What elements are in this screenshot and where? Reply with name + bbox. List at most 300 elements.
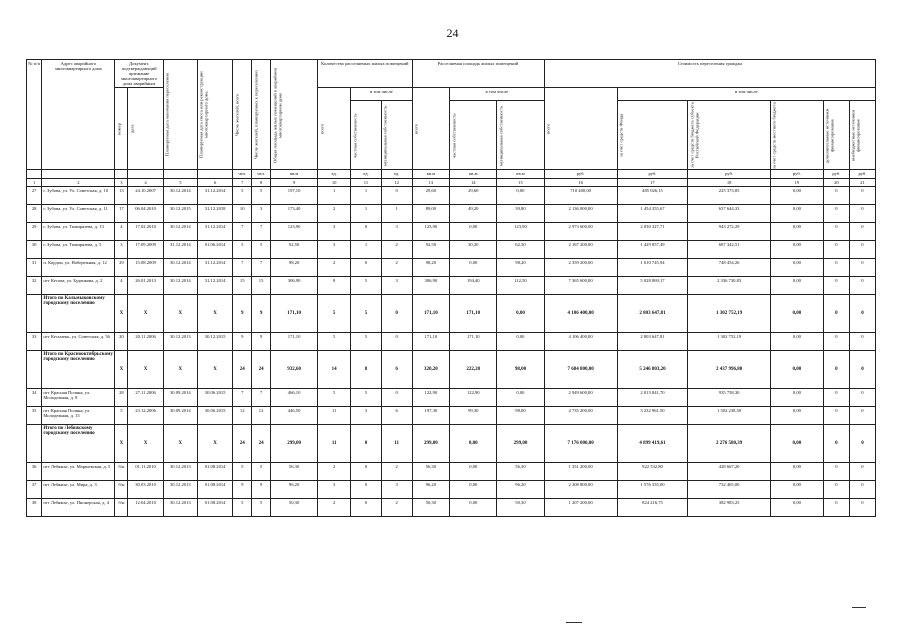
table-cell: 26.01.2013 xyxy=(128,277,163,295)
table-cell: 4 735 200,00 xyxy=(544,407,617,425)
h-doc-num: номер xyxy=(115,88,128,170)
table-cell: 2 xyxy=(381,463,412,481)
table-cell: 92,50 xyxy=(271,241,318,259)
table-cell: 0 xyxy=(823,407,849,425)
table-cell: 3 xyxy=(252,205,271,223)
table-cell: 2 xyxy=(318,205,351,223)
unit-cell: руб. xyxy=(849,170,875,179)
table-cell: 0 xyxy=(823,481,849,499)
table-cell: 306,90 xyxy=(412,277,450,295)
table-cell: 56,30 xyxy=(271,463,318,481)
table-cell: 0 xyxy=(381,295,412,333)
page-number: 24 xyxy=(446,26,459,40)
table-cell: 12.04.2010 xyxy=(128,499,163,517)
table-cell: X xyxy=(163,351,197,389)
table-cell: 29 xyxy=(115,259,128,277)
table-cell: 3 xyxy=(351,407,382,425)
table-cell: 0 xyxy=(823,259,849,277)
column-number-cell: 15 xyxy=(497,179,544,187)
table-cell: 30.12.2014 xyxy=(163,187,197,205)
table-cell: 123,90 xyxy=(497,223,544,241)
column-number-cell: 1 xyxy=(27,179,42,187)
table-cell: 197,10 xyxy=(271,187,318,205)
table-cell: 36 xyxy=(27,463,42,481)
h-fund: за счет средств Фонда xyxy=(617,101,688,170)
table-cell: 0 xyxy=(823,499,849,517)
table-cell: 7 684 800,00 xyxy=(544,351,617,389)
table-cell: 2 030 327,71 xyxy=(617,223,688,241)
h-cost: Стоимость переселения граждан xyxy=(544,60,875,88)
h-people: Число жителей, всего xyxy=(233,60,252,170)
subtotal-row xyxy=(27,425,876,463)
h-rooms-area: Расселяемая площадь жилых помещений xyxy=(412,60,544,88)
address-cell: пгт Лебяжье, ул. Пионерская, д. 4 xyxy=(42,499,115,517)
column-number-cell: 11 xyxy=(351,179,382,187)
table-cell: 7 xyxy=(252,259,271,277)
table-cell: X xyxy=(115,295,128,333)
address-cell: пгт Кесьмень, ул. Советская, д. 56 xyxy=(42,333,115,351)
table-cell: 0,00 xyxy=(770,463,823,481)
column-number-cell: 16 xyxy=(544,179,617,187)
table-cell: 2 359 200,00 xyxy=(544,259,617,277)
table-cell: 320,20 xyxy=(412,351,450,389)
table-cell: 20 xyxy=(115,333,128,351)
table-cell: 5 xyxy=(351,295,382,333)
table-cell: 0,00 xyxy=(770,241,823,259)
table-cell: 30 xyxy=(27,241,42,259)
table-row xyxy=(27,205,876,223)
table-cell: 7 xyxy=(233,259,252,277)
h-addr: Адрес аварийного многоквартирного дома xyxy=(42,60,115,170)
h-doc-date: дата xyxy=(128,88,163,170)
scan-mark xyxy=(852,607,866,608)
table-cell: 30,20 xyxy=(450,241,497,259)
h-subj: за счет средств бюджета субъекта Российской Федерации xyxy=(688,101,771,170)
column-number-cell: 9 xyxy=(271,179,318,187)
address-cell: пгт Лебяжье, ул. Мира, д. 3 xyxy=(42,481,115,499)
table-cell: X xyxy=(163,425,197,463)
table-cell: 31.12.2014 xyxy=(197,259,232,277)
table-cell: 1 xyxy=(318,187,351,205)
h-all2: всего xyxy=(412,88,450,170)
address-cell: пгт Красная Поляна, ул. Молодежная, д. 8 xyxy=(42,389,115,407)
table-cell: 11 xyxy=(318,425,351,463)
table-cell: 0 xyxy=(381,187,412,205)
table-cell: 0 xyxy=(849,425,875,463)
table-cell: X xyxy=(128,351,163,389)
table-cell: X xyxy=(115,351,128,389)
table-cell: 27.11.2006 xyxy=(128,389,163,407)
h-extra: дополнительные источники финансирования xyxy=(823,101,849,170)
unit-cell: руб. xyxy=(544,170,617,179)
table-cell: 5 xyxy=(115,407,128,425)
table-cell: 30.09.2014 xyxy=(163,389,197,407)
table-cell: 28 xyxy=(115,389,128,407)
address-cell: п. Кордон, ул. Набережная, д. 12 xyxy=(42,259,115,277)
table-cell: 2 803 647,81 xyxy=(617,333,688,351)
h-own2: частная собственность xyxy=(450,101,497,170)
table-cell: 0,00 xyxy=(770,499,823,517)
table-cell: 96,20 xyxy=(412,481,450,499)
table-cell: 932,60 xyxy=(271,351,318,389)
table-row xyxy=(27,333,876,351)
table-cell: X xyxy=(163,295,197,333)
table-cell: 0 xyxy=(351,223,382,241)
unit-cell: ед. xyxy=(351,170,382,179)
table-cell: 9 xyxy=(233,481,252,499)
table-cell: 5 xyxy=(233,499,252,517)
table-cell: 7 xyxy=(233,223,252,241)
table-cell: 171,10 xyxy=(450,295,497,333)
table-cell: 30.12.2015 xyxy=(197,333,232,351)
table-cell: X xyxy=(197,425,232,463)
table-cell: 13 xyxy=(115,187,128,205)
table-cell: 122,90 xyxy=(450,389,497,407)
h-num: № п/п xyxy=(27,60,42,170)
table-cell: 0 xyxy=(823,241,849,259)
table-cell: 9 xyxy=(252,295,271,333)
table-cell: 9 xyxy=(233,295,252,333)
table-cell: 32 xyxy=(27,277,42,295)
unit-cell: кв.м xyxy=(412,170,450,179)
table-cell: 0,00 xyxy=(497,333,544,351)
table-cell: 1 576 335,00 xyxy=(617,481,688,499)
table-cell: 01.08.2014 xyxy=(197,499,232,517)
table-cell: 0 xyxy=(849,277,875,295)
table-cell: б/н xyxy=(115,499,128,517)
table-cell: 06.04.2010 xyxy=(128,205,163,223)
table-cell: 4 106 400,00 xyxy=(544,295,617,333)
table-cell: 0 xyxy=(849,499,875,517)
table-cell: 5 xyxy=(252,187,271,205)
table-cell: 30.12.2014 xyxy=(163,259,197,277)
table-cell: 7 xyxy=(233,389,252,407)
table-cell: 9 xyxy=(252,333,271,351)
table-cell: 2 308 800,00 xyxy=(544,481,617,499)
table-cell: 0,00 xyxy=(770,425,823,463)
table-cell: 56,30 xyxy=(497,463,544,481)
column-number-cell: 13 xyxy=(412,179,450,187)
h-plan-demolish: Планируемая дата сноса или реконструкции многоквартирного дома xyxy=(197,60,232,170)
table-cell: 428 667,20 xyxy=(688,463,771,481)
table-cell: 98,00 xyxy=(497,351,544,389)
table-cell: б/н xyxy=(115,463,128,481)
table-cell: 33 xyxy=(27,333,42,351)
column-number-cell: 5 xyxy=(163,179,197,187)
table-cell: б/н xyxy=(115,481,128,499)
table-cell xyxy=(27,351,42,389)
table-cell: 5 xyxy=(252,241,271,259)
table-cell: 49,20 xyxy=(450,205,497,223)
table-cell: 171,10 xyxy=(412,295,450,333)
table-cell: 24 xyxy=(233,425,252,463)
table-cell: 98,20 xyxy=(271,259,318,277)
column-number-cell: 2 xyxy=(42,179,115,187)
table-cell: 0,00 xyxy=(450,425,497,463)
header-row-2 xyxy=(27,88,876,101)
table-cell: 0,00 xyxy=(770,277,823,295)
unit-cell: кв.м xyxy=(271,170,318,179)
address-cell: г. Зубова, ул. Тимирязева, д. 5 xyxy=(42,241,115,259)
table-cell: 1 502 238,50 xyxy=(688,407,771,425)
table-cell: 5 xyxy=(351,333,382,351)
table-cell: 27 xyxy=(27,187,42,205)
table-cell: 15 xyxy=(252,277,271,295)
table-cell: 0 xyxy=(823,351,849,389)
table-cell: 15.08.2009 xyxy=(128,259,163,277)
table-cell: 4 xyxy=(115,223,128,241)
table-cell: 0,00 xyxy=(450,481,497,499)
table-cell: X xyxy=(197,295,232,333)
table-cell: 0,00 xyxy=(770,187,823,205)
table-cell: 50,30 xyxy=(271,499,318,517)
table-cell: 6 xyxy=(381,351,412,389)
unit-cell: ед. xyxy=(381,170,412,179)
h-area-total: Общая площадь жилых помещений в аварийном многоквартирном доме xyxy=(271,60,318,170)
table-cell: 9 xyxy=(233,333,252,351)
address-cell: г. Зубова, ул. Тимирязева, д. 13 xyxy=(42,223,115,241)
table-cell: 466,10 xyxy=(271,389,318,407)
table-cell: 2 xyxy=(318,259,351,277)
table-cell: 1 302 752,19 xyxy=(688,333,771,351)
table-cell: 29 xyxy=(27,223,42,241)
table-cell: 0,00 xyxy=(770,295,823,333)
table-cell: 0,00 xyxy=(770,407,823,425)
table-cell: 0 xyxy=(823,205,849,223)
table-cell: 12 xyxy=(233,407,252,425)
table-cell xyxy=(27,295,42,333)
table-cell: 98,00 xyxy=(497,407,544,425)
table-cell: 123,90 xyxy=(412,223,450,241)
table-cell: 2 949 600,00 xyxy=(544,389,617,407)
table-cell: 299,00 xyxy=(412,425,450,463)
table-cell: 0 xyxy=(381,389,412,407)
unit-cell: руб. xyxy=(770,170,823,179)
unit-cell: кв.м xyxy=(450,170,497,179)
resettlement-table xyxy=(26,59,876,517)
table-cell xyxy=(27,425,42,463)
h-mun: муниципальная собственность xyxy=(381,101,412,170)
table-cell: 299,00 xyxy=(271,425,318,463)
table-cell: 943 272,29 xyxy=(688,223,771,241)
table-cell: 14 xyxy=(318,351,351,389)
table-cell: 29,60 xyxy=(412,187,450,205)
table-cell: 306,90 xyxy=(271,277,318,295)
h-incl2: в том числе xyxy=(450,88,544,101)
table-cell: 10 xyxy=(233,205,252,223)
table-cell: 2 167 200,00 xyxy=(544,241,617,259)
header-row-1 xyxy=(27,60,876,88)
table-cell: 23.12.2006 xyxy=(128,407,163,425)
table-cell: 99,30 xyxy=(450,407,497,425)
table-cell: 31.12.2014 xyxy=(197,277,232,295)
table-cell: 0 xyxy=(351,481,382,499)
table-cell: 11 xyxy=(381,425,412,463)
table-cell: 5 xyxy=(318,389,351,407)
table-cell: 5 246 803,20 xyxy=(617,351,688,389)
table-cell: 1 351 200,00 xyxy=(544,463,617,481)
table-cell: 0 xyxy=(849,205,875,223)
address-cell: г. Зубова, ул. Ул. Советская, д. 10 xyxy=(42,187,115,205)
table-cell: 5 028 869,17 xyxy=(617,277,688,295)
table-row xyxy=(27,187,876,205)
table-cell: 37 xyxy=(27,481,42,499)
units-row xyxy=(27,170,876,179)
table-cell: 1 xyxy=(351,187,382,205)
table-cell: 0 xyxy=(849,259,875,277)
table-cell: 4 106 400,00 xyxy=(544,333,617,351)
table-cell: 0 xyxy=(823,277,849,295)
h-all3: всего xyxy=(544,88,617,170)
table-cell: 1 xyxy=(381,205,412,223)
table-cell: 0 xyxy=(849,295,875,333)
table-cell: 1 xyxy=(351,241,382,259)
table-cell: 171,10 xyxy=(450,333,497,351)
table-cell: 8 xyxy=(318,277,351,295)
h-doc: Документ, подтверждающий признание многоквартирного дома аварийным xyxy=(115,60,163,88)
table-cell: 31 xyxy=(27,259,42,277)
column-number-cell: 10 xyxy=(318,179,351,187)
unit-cell: кв.м xyxy=(497,170,544,179)
address-cell: Итого по Краснооктябрьскому городскому поселению xyxy=(42,351,115,389)
table-cell: 0 xyxy=(849,407,875,425)
table-cell: 1 207 200,00 xyxy=(544,499,617,517)
h-all: всего xyxy=(318,88,351,170)
table-cell: 3 xyxy=(381,277,412,295)
table-cell: 30.12.2013 xyxy=(163,499,197,517)
table-cell: 15 xyxy=(233,277,252,295)
address-cell: пгт Красная Поляна, ул. Молодежная, д. 15 xyxy=(42,407,115,425)
table-cell: 17.09.2009 xyxy=(128,241,163,259)
table-body xyxy=(27,187,876,517)
table-cell: 8 xyxy=(351,351,382,389)
address-cell: Итого по Лебяжскому городскому поселению xyxy=(42,425,115,463)
table-cell: 112,50 xyxy=(497,277,544,295)
table-cell: X xyxy=(128,425,163,463)
column-number-cell: 18 xyxy=(688,179,771,187)
table-cell: 2 437 996,80 xyxy=(688,351,771,389)
column-number-cell: 14 xyxy=(450,179,497,187)
table-cell: 31.12.2014 xyxy=(163,241,197,259)
table-cell: 5 xyxy=(318,333,351,351)
table-cell: 24 xyxy=(252,351,271,389)
table-cell: 3 xyxy=(318,223,351,241)
table-cell: 31.12.2014 xyxy=(197,187,232,205)
table-cell: 0 xyxy=(823,333,849,351)
table-cell: 194,40 xyxy=(450,277,497,295)
table-cell: 24 xyxy=(252,425,271,463)
table-cell: 637 644,33 xyxy=(688,205,771,223)
table-cell: X xyxy=(197,351,232,389)
table-cell: 5 xyxy=(233,187,252,205)
table-cell: 0 xyxy=(823,425,849,463)
table-cell: 382 983,25 xyxy=(688,499,771,517)
table-cell: 0,00 xyxy=(450,499,497,517)
table-cell: 0 xyxy=(351,425,382,463)
table-cell: 24.10.2007 xyxy=(128,187,163,205)
table-cell: 17.02.2010 xyxy=(128,223,163,241)
column-number-cell: 12 xyxy=(381,179,412,187)
address-cell: Итого по Кальмыковскому городскому поселению xyxy=(42,295,115,333)
address-cell: пгт Лебяжье, ул. Маршевская, д. 5 xyxy=(42,463,115,481)
column-number-cell: 6 xyxy=(197,179,232,187)
h-incl: в том числе xyxy=(351,88,412,101)
table-cell: 7 xyxy=(252,389,271,407)
table-cell: 0 xyxy=(849,351,875,389)
unit-cell: руб. xyxy=(688,170,771,179)
table-cell: 5 xyxy=(318,295,351,333)
table-cell: 5 xyxy=(351,277,382,295)
h-extra2: внебюджетные источники финансирования xyxy=(849,101,875,170)
table-cell: 2 xyxy=(381,499,412,517)
column-number-cell: 8 xyxy=(252,179,271,187)
table-cell: 0,00 xyxy=(770,481,823,499)
table-cell: 31.12.2018 xyxy=(197,205,232,223)
table-cell: 1 302 752,19 xyxy=(688,295,771,333)
address-cell: пгт Кесова, ул. Буденкова, д. 2 xyxy=(42,277,115,295)
table-cell: 29,60 xyxy=(450,187,497,205)
table-cell: 5 xyxy=(351,389,382,407)
table-cell: 20.11.2006 xyxy=(128,333,163,351)
table-cell: 171,10 xyxy=(271,295,318,333)
table-cell: 824 216,75 xyxy=(617,499,688,517)
table-cell: 17 xyxy=(115,205,128,223)
table-cell: 197,30 xyxy=(412,407,450,425)
table-cell: 3 232 961,50 xyxy=(617,407,688,425)
subtotal-row xyxy=(27,351,876,389)
table-cell: 30.09.2014 xyxy=(163,407,197,425)
table-cell: 39,80 xyxy=(497,205,544,223)
table-cell: 299,00 xyxy=(497,425,544,463)
table-cell: 0,00 xyxy=(770,333,823,351)
scan-mark xyxy=(566,622,582,623)
table-cell: 1 xyxy=(351,205,382,223)
table-cell: 50,30 xyxy=(497,499,544,517)
table-cell: 5 xyxy=(252,463,271,481)
column-number-cell: 7 xyxy=(233,179,252,187)
column-number-cell: 19 xyxy=(770,179,823,187)
table-cell: 0,00 xyxy=(497,187,544,205)
table-cell: 0 xyxy=(849,389,875,407)
table-cell: 0 xyxy=(381,333,412,351)
table-cell: 28 xyxy=(27,205,42,223)
table-cell: 0 xyxy=(823,463,849,481)
unit-cell: ед. xyxy=(318,170,351,179)
table-row xyxy=(27,277,876,295)
table-cell: 1 610 745,94 xyxy=(617,259,688,277)
table-cell: 446,50 xyxy=(271,407,318,425)
table-cell: 0 xyxy=(849,463,875,481)
table-cell: 225 373,85 xyxy=(688,187,771,205)
column-number-cell: 21 xyxy=(849,179,875,187)
table-row xyxy=(27,407,876,425)
table-cell: 6 xyxy=(381,407,412,425)
table-cell: 171,10 xyxy=(271,333,318,351)
table-cell: 98,20 xyxy=(497,259,544,277)
table-cell: 2 013 841,70 xyxy=(617,389,688,407)
column-number-cell: 3 xyxy=(115,179,128,187)
table-cell: 1 429 857,49 xyxy=(617,241,688,259)
table-cell: 748 454,26 xyxy=(688,259,771,277)
table-cell: 171,10 xyxy=(412,333,450,351)
table-cell: 710 400,00 xyxy=(544,187,617,205)
table-cell: 24 xyxy=(233,351,252,389)
table-cell: 1 454 355,67 xyxy=(617,205,688,223)
h-local: за счет средств местного бюджета xyxy=(770,101,823,170)
table-cell: 56,30 xyxy=(412,463,450,481)
table-cell: 4 899 419,61 xyxy=(617,425,688,463)
table-cell: 3 xyxy=(381,481,412,499)
